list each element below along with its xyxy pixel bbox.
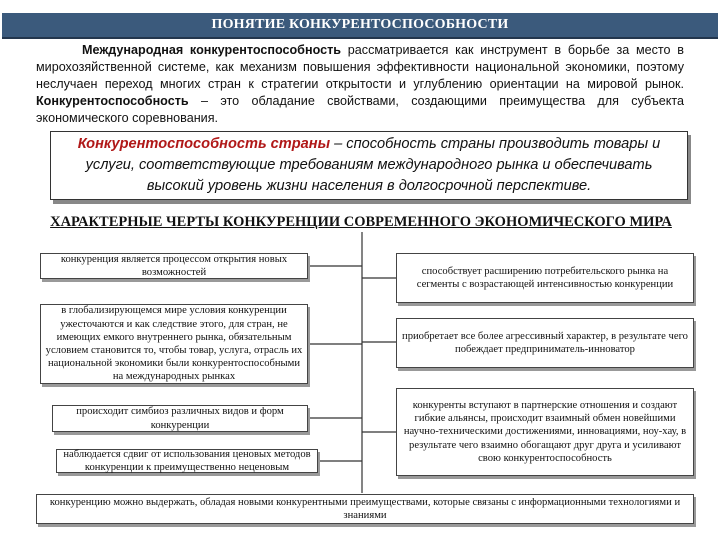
feature-right-3: конкуренты вступают в партнерские отношения и создают гибкие альянсы, происходит взаимный обмен новейшими научно-техническими достижениями, инновациями, ноу-хау, в результате чего взаимно обогащают друг друга и усиливают свою конкурентоспособность: [396, 388, 694, 476]
feature-bottom: конкуренцию можно выдержать, обладая новыми конкурентными преимуществами, которые связаны с информационными технологиями и знаниями: [36, 494, 694, 524]
intro-text-2: – это обладание свойствами, создающими преимущества для субъекта экономического соревнования.: [36, 94, 684, 125]
feature-left-1: конкуренция является процессом открытия новых возможностей: [40, 253, 308, 279]
feature-right-2: приобретает все более агрессивный характер, в результате чего побеждает предприниматель-инноватор: [396, 318, 694, 368]
feature-left-4: наблюдается сдвиг от использования ценовых методов конкуренции к преимущественно неценовым: [56, 449, 318, 473]
feature-left-2: в глобализирующемся мире условия конкуренции ужесточаются и как следствие этого, для стран, не имеющих емкого внутреннего рынка, обязательным условием становится то, чтобы товар, услуга, отрасль их национальной экономики были конкурентоспособными на международных рынках: [40, 304, 308, 384]
feature-right-1: способствует расширению потребительского рынка на сегменты с возрастающей интенсивностью конкуренции: [396, 253, 694, 303]
feature-left-3: происходит симбиоз различных видов и форм конкуренции: [52, 405, 308, 432]
definition-term: Конкурентоспособность страны: [77, 136, 331, 152]
intro-text-1: рассматривается как инструмент в борьбе за место в мирохозяйственной системе, как механизм повышения эффективности национальной экономики, поэтому неслучаен переход многих стран к стратегии открытости и углублению ориентации на мировой рынок.: [36, 43, 684, 91]
page-title: ПОНЯТИЕ КОНКУРЕНТОСПОСОБНОСТИ: [2, 13, 718, 39]
features-title: ХАРАКТЕРНЫЕ ЧЕРТЫ КОНКУРЕНЦИИ СОВРЕМЕННОГО ЭКОНОМИЧЕСКОГО МИРА: [50, 214, 672, 230]
definition-text: – способность страны производить товары и услуги, соответствующие требованиям международного рынка и обеспечивать высокий уровень жизни населения в долгосрочной перспективе.: [85, 136, 661, 194]
intro-term-competitiveness: Конкурентоспособность: [36, 94, 189, 108]
intro-term-international: Международная конкурентоспособность: [82, 43, 342, 57]
